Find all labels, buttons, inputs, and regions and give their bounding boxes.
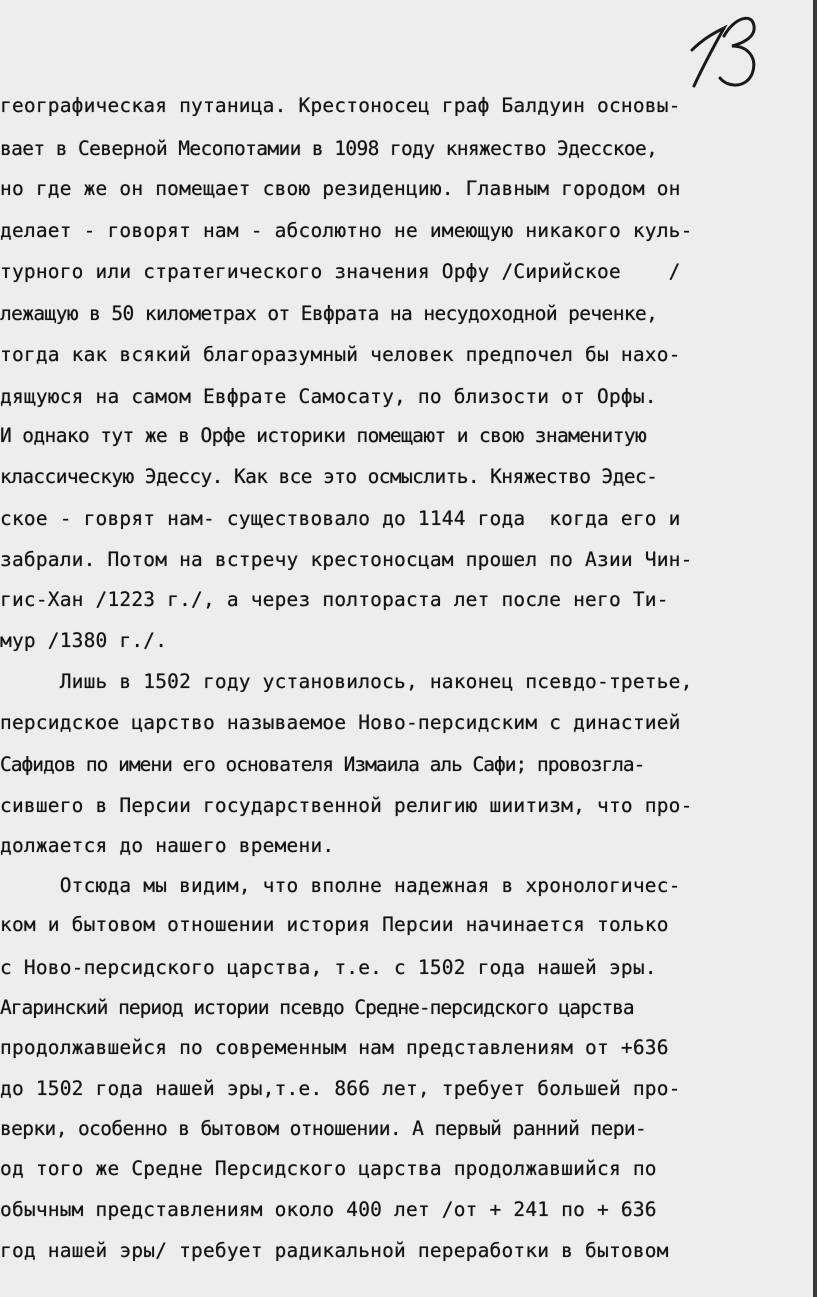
- handwritten-page-number: [684, 2, 774, 92]
- text-line: с Ново-персидского царства, т.е. с 1502 года нашей эры.: [0, 956, 657, 979]
- text-line: мур /1380 г./.: [0, 629, 168, 652]
- text-line: верки, особенно в бытовом отношении. А первый ранний пери-: [0, 1117, 647, 1140]
- text-line: тогда как всякий благоразумный человек предпочел бы нахо-: [0, 343, 681, 366]
- text-line: забрали. Потом на встречу крестоносцам прошел по Азии Чин-: [0, 548, 693, 571]
- text-line: но где же он помещает свою резиденцию. Главным городом он: [0, 177, 681, 200]
- text-line: сившего в Персии государственной религию шиитизм, что про-: [0, 794, 693, 817]
- text-line: вает в Северной Месопотамии в 1098 году княжество Эдесское,: [0, 137, 658, 160]
- text-line: турного или стратегического значения Орфу /Сирийское /: [0, 260, 681, 283]
- text-line: до 1502 года нашей эры,т.е. 866 лет, требует большей про-: [0, 1077, 681, 1100]
- text-line: ком и бытовом отношении история Персии начинается только: [0, 913, 669, 936]
- text-line: гис-Хан /1223 г./, а через полтораста лет после него Ти-: [0, 588, 669, 611]
- text-line: персидское царство называемое Ново-персидским с династией: [0, 711, 681, 734]
- text-line: продолжавшейся по современным нам представлениям от +636: [0, 1036, 669, 1059]
- text-line: Отсюда мы видим, что вполне надежная в хронологичес-: [0, 874, 681, 897]
- text-line: дящуюся на самом Евфрате Самосату, по близости от Орфы.: [0, 385, 657, 408]
- text-line: должается до нашего времени.: [0, 834, 335, 857]
- text-line: ское - говрят нам- существовало до 1144 года когда его и: [0, 507, 681, 530]
- text-line: обычным представлениям около 400 лет /от + 241 по + 636: [0, 1198, 657, 1221]
- text-line: делает - говорят нам - абсолютно не имеющую никакого куль-: [0, 219, 693, 242]
- text-line: од того же Средне Персидского царства продолжавшийся по: [0, 1157, 657, 1180]
- text-line: Агаринский период истории псевдо Средне-персидского царства: [0, 996, 634, 1019]
- text-line: классическую Эдессу. Как все это осмыслить. Княжество Эдес-: [0, 465, 658, 488]
- text-line: лежащую в 50 километрах от Евфрата на несудоходной реченке,: [0, 302, 658, 325]
- text-line: Лишь в 1502 году установилось, наконец псевдо-третье,: [0, 670, 693, 693]
- text-line: И однако тут же в Орфе историки помещают и свою знаменитую: [0, 424, 647, 447]
- text-line: Сафидов по имени его основателя Измаила аль Сафи; провозгла-: [0, 753, 645, 776]
- text-line: географическая путаница. Крестоносец граф Балдуин основы-: [0, 94, 681, 117]
- text-line: год нашей эры/ требует радикальной переработки в бытовом: [0, 1239, 669, 1262]
